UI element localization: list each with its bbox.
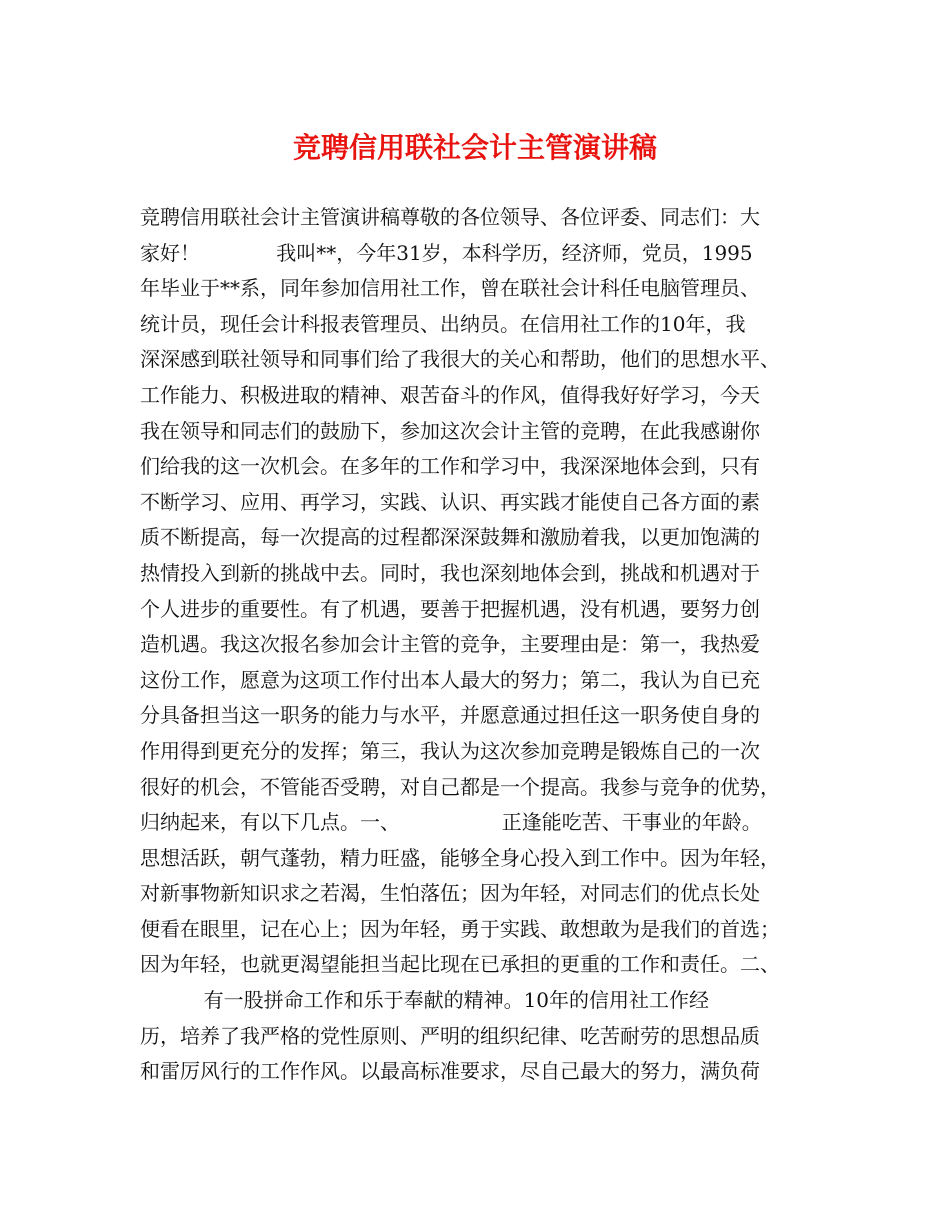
body-text-line: 有一股拼命工作和乐于奉献的精神。10年的信用社工作经: [140, 988, 710, 1013]
body-text-line: 思想活跃，朝气蓬勃，精力旺盛，能够全身心投入到工作中。因为年轻，: [140, 845, 780, 870]
body-text-line: 统计员，现任会计科报表管理员、出纳员。在信用社工作的10年，我: [140, 311, 746, 336]
body-text-line: 我在领导和同志们的鼓励下，参加这次会计主管的竞聘，在此我感谢你: [140, 418, 760, 443]
body-text-line: 这份工作，愿意为这项工作付出本人最大的努力；第二，我认为自已充: [140, 667, 760, 692]
body-text-line: 不断学习、应用、再学习，实践、认识、再实践才能使自己各方面的素: [140, 489, 760, 514]
document-title: 竞聘信用联社会计主管演讲稿: [292, 131, 657, 164]
body-text-line: 竞聘信用联社会计主管演讲稿尊敬的各位领导、各位评委、同志们：大: [140, 205, 760, 229]
body-text-line: 和雷厉风行的工作作风。以最高标准要求，尽自己最大的努力，满负荷: [140, 1059, 760, 1084]
body-text-line: 质不断提高，每一次提高的过程都深深鼓舞和激励着我，以更加饱满的: [140, 525, 760, 550]
body-text-line: 家好！ 我叫**，今年31岁，本科学历，经济师，党员，1995: [140, 240, 753, 265]
body-text-line: 们给我的这一次机会。在多年的工作和学习中，我深深地体会到，只有: [140, 454, 760, 479]
body-text-line: 对新事物新知识求之若渴，生怕落伍；因为年轻，对同志们的优点长处: [140, 881, 760, 906]
body-text-line: 便看在眼里，记在心上；因为年轻，勇于实践、敢想敢为是我们的首选；: [140, 916, 780, 941]
body-text-line: 历，培养了我严格的党性原则、严明的组织纪律、吃苦耐劳的思想品质: [140, 1023, 760, 1048]
body-text-line: 个人进步的重要性。有了机遇，要善于把握机遇，没有机遇，要努力创: [140, 596, 760, 621]
body-text-line: 年毕业于**系，同年参加信用社工作，曾在联社会计科任电脑管理员、: [140, 276, 760, 301]
body-text-line: 归纳起来，有以下几点。一、 正逢能吃苦、干事业的年龄。: [140, 810, 762, 835]
body-text-line: 因为年轻，也就更渴望能担当起比现在已承担的更重的工作和责任。二、: [140, 952, 780, 977]
body-text-line: 造机遇。我这次报名参加会计主管的竞争，主要理由是：第一，我热爱: [140, 632, 760, 657]
body-text-line: 热情投入到新的挑战中去。同时，我也深刻地体会到，挑战和机遇对于: [140, 560, 760, 585]
body-text-line: 很好的机会，不管能否受聘，对自己都是一个提高。我参与竞争的优势，: [140, 774, 780, 799]
document-body: [140, 200, 820, 1090]
body-text-line: 深深感到联社领导和同事们给了我很大的关心和帮助，他们的思想水平、: [140, 347, 780, 372]
body-text-line: 作用得到更充分的发挥；第三，我认为这次参加竞聘是锻炼自己的一次: [140, 738, 760, 763]
body-text-line: 工作能力、积极进取的精神、艰苦奋斗的作风，值得我好好学习，今天: [140, 382, 760, 407]
body-text-line: 分具备担当这一职务的能力与水平，并愿意通过担任这一职务使自身的: [140, 703, 760, 728]
